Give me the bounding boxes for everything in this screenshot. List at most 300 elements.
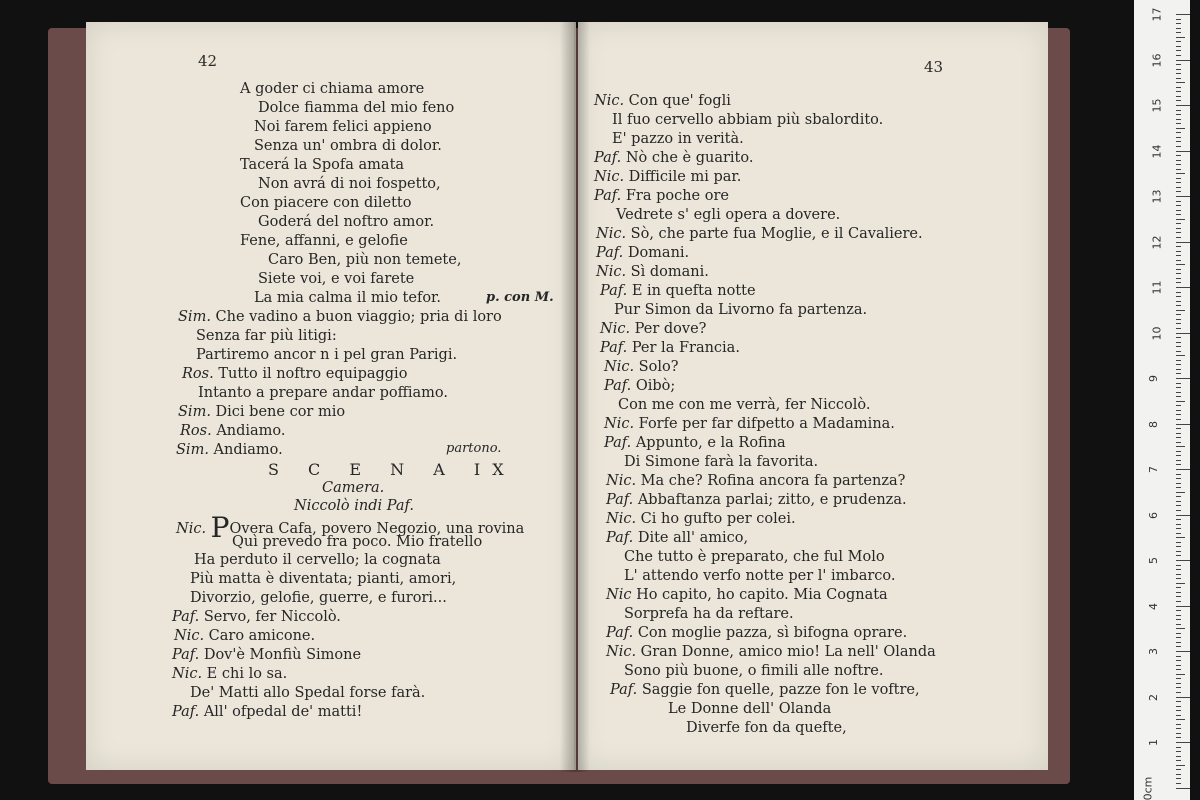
text-line (604, 358, 678, 376)
ruler-tick (1176, 169, 1181, 170)
ruler-tick (1176, 333, 1190, 334)
text-line (614, 301, 867, 319)
ruler-tick (1176, 428, 1181, 429)
ruler-tick (1176, 464, 1181, 465)
speaker-label: Paf. (606, 492, 638, 508)
line-text: Oibò; (635, 378, 676, 394)
text-line (594, 92, 731, 110)
text-line (624, 605, 794, 623)
ruler-tick (1176, 264, 1185, 265)
ruler-tick (1176, 747, 1181, 748)
speaker-label: Nic. (604, 359, 639, 375)
text-line (198, 384, 448, 402)
text-line (196, 327, 337, 345)
ruler-tick (1176, 546, 1181, 547)
speaker-label: Paf. (172, 609, 204, 625)
ruler-tick (1176, 724, 1181, 725)
ruler-tick (1176, 733, 1181, 734)
text-line (240, 80, 424, 98)
ruler-label: 9 (1147, 375, 1160, 382)
line-text: Che tutto è preparato, che ful Molo (624, 549, 885, 565)
text-line (686, 719, 847, 737)
ruler-tick (1176, 342, 1181, 343)
ruler-tick (1176, 774, 1181, 775)
line-text: Non avrá di noi fospetto, (258, 176, 441, 192)
line-text: A goder ci chiama amore (240, 81, 425, 97)
line-text: Sò, che parte fua Moglie, e il Cavaliere. (630, 226, 923, 242)
ruler-tick (1176, 223, 1181, 224)
ruler-tick (1176, 155, 1181, 156)
ruler-tick (1176, 246, 1181, 247)
ruler-label: 15 (1150, 98, 1164, 113)
ruler-tick (1176, 624, 1181, 625)
ruler-label: 10 (1150, 326, 1164, 340)
ruler-tick (1176, 173, 1185, 174)
line-text: Più matta è diventata; pianti, amori, (190, 571, 457, 587)
text-line (606, 529, 748, 547)
ruler-tick (1176, 437, 1181, 438)
speaker-label: Nic. (606, 473, 641, 489)
ruler-tick (1176, 137, 1181, 138)
ruler-tick (1176, 419, 1181, 420)
ruler-tick (1176, 323, 1181, 324)
ruler-tick (1176, 469, 1190, 470)
ruler-tick (1176, 201, 1181, 202)
ruler-tick (1176, 355, 1185, 356)
ruler-tick (1176, 196, 1190, 197)
text-line (172, 665, 287, 683)
ruler-tick (1176, 451, 1181, 452)
ruler-tick (1176, 392, 1181, 393)
text-line (268, 461, 516, 480)
ruler-tick (1176, 96, 1181, 97)
ruler-tick (1176, 232, 1181, 233)
line-text: Sì domani. (630, 264, 709, 280)
text-line (616, 206, 840, 224)
ruler-tick (1176, 719, 1185, 720)
speaker-label: Nic. (596, 264, 631, 280)
ruler-tick (1176, 219, 1185, 220)
ruler-label: 13 (1150, 189, 1164, 204)
ruler-tick (1176, 364, 1181, 365)
text-line (240, 232, 408, 250)
text-line (618, 396, 870, 414)
text-line (606, 643, 936, 661)
ruler-label: 7 (1147, 466, 1160, 473)
text-line (182, 365, 407, 383)
ruler-tick (1176, 242, 1190, 243)
text-line (668, 700, 831, 718)
ruler-tick (1176, 269, 1181, 270)
line-text: Ho capito, ho capito. Mia Cognata (636, 587, 888, 603)
ruler-tick (1176, 606, 1190, 607)
line-text: Ma che? Rofina ancora fa partenza? (640, 473, 906, 489)
text-line (606, 472, 905, 490)
ruler-tick (1176, 401, 1185, 402)
ruler-tick (1176, 478, 1181, 479)
ruler-tick (1176, 78, 1181, 79)
ruler-tick (1176, 542, 1181, 543)
ruler-tick (1176, 105, 1190, 106)
line-text: Con piacere con diletto (240, 195, 412, 211)
ruler-tick (1176, 237, 1181, 238)
drop-cap: P (210, 511, 230, 544)
ruler-tick (1176, 687, 1181, 688)
ruler-tick (1176, 23, 1181, 24)
line-text: Nò che è guarito. (625, 150, 754, 166)
speaker-label: Paf. (610, 682, 642, 698)
text-line (594, 149, 753, 167)
ruler-tick (1176, 656, 1181, 657)
ruler-tick (1176, 633, 1181, 634)
speaker-label: Paf. (604, 435, 636, 451)
line-text: Difficile mi par. (628, 169, 742, 185)
speaker-label: Nic. (604, 416, 639, 432)
line-text: Con que' fogli (628, 93, 731, 109)
line-text: Domani. (627, 245, 690, 261)
line-text: Appunto, e la Rofina (635, 435, 786, 451)
line-text: Il fuo cervello abbiam più sbalordito. (612, 112, 884, 128)
text-line (190, 570, 456, 588)
line-text: Andiamo. (213, 442, 283, 458)
ruler-tick (1176, 460, 1181, 461)
ruler-tick (1176, 255, 1181, 256)
ruler-tick (1176, 674, 1185, 675)
ruler-tick (1176, 301, 1181, 302)
ruler-tick (1176, 756, 1181, 757)
ruler-tick (1176, 100, 1181, 101)
line-text: L' attendo verfo notte per l' imbarco. (624, 568, 896, 584)
ruler-tick (1176, 510, 1181, 511)
ruler-tick (1176, 515, 1190, 516)
line-text: Overa Cafa, povero Negozio, una rovina (229, 521, 525, 537)
ruler-tick (1176, 665, 1181, 666)
ruler-tick (1176, 455, 1181, 456)
ruler-tick (1176, 251, 1181, 252)
text-line (176, 441, 283, 459)
line-text: Con moglie pazza, sì bifogna oprare. (637, 625, 908, 641)
text-line (594, 168, 741, 186)
ruler-tick (1176, 305, 1181, 306)
ruler-tick (1176, 28, 1181, 29)
ruler-tick (1176, 569, 1181, 570)
speaker-label: Nic. (594, 93, 629, 109)
stage-direction: p. con M. (486, 290, 554, 305)
ruler-tick (1176, 396, 1181, 397)
text-line (258, 270, 414, 288)
ruler-tick (1176, 433, 1181, 434)
ruler-tick (1176, 487, 1181, 488)
ruler-tick (1176, 278, 1181, 279)
text-line (254, 118, 432, 136)
speaker-label: Nic. (596, 226, 631, 242)
text-line (322, 479, 384, 497)
ruler-tick (1176, 646, 1181, 647)
line-text: Andiamo. (216, 423, 286, 439)
ruler-tick (1176, 14, 1190, 15)
ruler-tick (1176, 110, 1181, 111)
line-text: S C E N A IX (268, 460, 516, 479)
speaker-label: Paf. (600, 340, 632, 356)
text-line (180, 422, 286, 440)
ruler-tick (1176, 446, 1185, 447)
line-text: E' pazzo in verità. (612, 131, 744, 147)
ruler-tick (1176, 424, 1190, 425)
ruler-tick (1176, 574, 1181, 575)
text-line (606, 491, 907, 509)
ruler-tick (1176, 474, 1181, 475)
ruler-tick (1176, 360, 1181, 361)
line-text: Intanto a prepare andar poffiamo. (198, 385, 449, 401)
ruler-label: 14 (1150, 144, 1164, 158)
ruler-tick (1176, 610, 1181, 611)
text-line (172, 608, 341, 626)
ruler-label: 17 (1150, 7, 1164, 22)
speaker-label: Paf. (604, 378, 636, 394)
speaker-label: Nic. (606, 644, 641, 660)
ruler-tick (1176, 41, 1181, 42)
line-text: Saggie fon quelle, pazze fon le voftre, (641, 682, 920, 698)
ruler-tick (1176, 69, 1181, 70)
line-text: Forfe per far difpetto a Madamina. (638, 416, 895, 432)
ruler-label: 11 (1150, 280, 1164, 295)
speaker-label: Nic. (176, 521, 211, 537)
ruler-tick (1176, 533, 1181, 534)
ruler-tick (1176, 492, 1185, 493)
text-line (232, 533, 482, 551)
ruler-tick (1176, 50, 1181, 51)
ruler-tick (1176, 583, 1185, 584)
page-number: 43 (924, 58, 944, 76)
ruler-tick (1176, 292, 1181, 293)
ruler-tick (1176, 537, 1185, 538)
ruler-tick (1176, 505, 1181, 506)
ruler-tick (1176, 337, 1181, 338)
line-text: La mia calma il mio tefor. (254, 290, 441, 306)
ruler-tick (1176, 32, 1181, 33)
ruler-tick (1176, 328, 1181, 329)
ruler-label: 3 (1147, 648, 1160, 655)
text-line (610, 681, 920, 699)
ruler-tick (1176, 132, 1181, 133)
line-text: Caro Ben, più non temete, (268, 252, 462, 268)
ruler-tick (1176, 319, 1181, 320)
ruler-tick (1176, 55, 1181, 56)
ruler-tick (1176, 182, 1181, 183)
ruler-tick (1176, 706, 1181, 707)
speaker-label: Paf. (594, 150, 626, 166)
ruler-label: 12 (1150, 235, 1164, 249)
line-text: Senza far più litigi: (196, 328, 337, 344)
text-line (240, 156, 404, 174)
ruler-tick (1176, 210, 1181, 211)
ruler-tick (1176, 114, 1181, 115)
ruler-tick (1176, 64, 1181, 65)
text-line (294, 497, 414, 515)
text-line (606, 586, 888, 604)
text-line (594, 187, 729, 205)
line-text: Fra poche ore (625, 188, 729, 204)
ruler-tick (1176, 164, 1181, 165)
ruler-tick (1176, 405, 1181, 406)
line-text: Che vadino a buon viaggio; pria di loro (215, 309, 502, 325)
ruler-tick (1176, 19, 1181, 20)
line-text: Caro amicone. (208, 628, 316, 644)
line-text: Le Donne dell' Olanda (668, 701, 832, 717)
text-line (624, 548, 885, 566)
speaker-label: Sim. (178, 404, 216, 420)
text-line (254, 289, 441, 307)
ruler-tick (1176, 760, 1181, 761)
ruler-tick (1176, 287, 1190, 288)
speaker-label: Paf. (596, 245, 628, 261)
line-text: Quì prevedo fra poco. Mio fratello (232, 534, 483, 550)
line-text: Niccolò indi Paf. (294, 498, 414, 514)
ruler-tick (1176, 414, 1181, 415)
ruler-tick (1176, 765, 1185, 766)
line-text: Siete voi, e voi farete (258, 271, 415, 287)
ruler-tick (1176, 273, 1181, 274)
line-text: Tutto il noftro equipaggio (218, 366, 408, 382)
speaker-label: Nic (606, 587, 637, 603)
ruler-tick (1176, 151, 1190, 152)
ruler-tick (1176, 701, 1181, 702)
ruler-tick (1176, 592, 1181, 593)
line-text: Dov'è Monfiù Simone (203, 647, 362, 663)
speaker-label: Paf. (606, 530, 638, 546)
ruler-tick (1176, 351, 1181, 352)
ruler-tick (1176, 141, 1181, 142)
line-text: Di Simone farà la favorita. (624, 454, 819, 470)
text-line (612, 130, 744, 148)
ruler-tick (1176, 387, 1181, 388)
speaker-label: Sim. (176, 442, 214, 458)
ruler-tick (1176, 205, 1181, 206)
ruler-tick (1176, 282, 1181, 283)
text-line (258, 175, 441, 193)
ruler-tick (1176, 619, 1181, 620)
page-number: 42 (198, 52, 218, 70)
ruler-tick (1176, 369, 1181, 370)
speaker-label: Paf. (600, 283, 632, 299)
text-line (624, 567, 895, 585)
ruler-tick (1176, 769, 1181, 770)
text-line (604, 434, 786, 452)
ruler-label: 16 (1150, 53, 1164, 67)
text-line (604, 415, 895, 433)
ruler-tick (1176, 373, 1181, 374)
speaker-label: Paf. (606, 625, 638, 641)
ruler-tick (1176, 737, 1181, 738)
text-line (596, 225, 923, 243)
ruler-tick (1176, 46, 1181, 47)
ruler-tick (1176, 596, 1181, 597)
ruler-tick (1176, 524, 1181, 525)
ruler-tick (1176, 91, 1181, 92)
ruler-tick (1176, 82, 1185, 83)
line-text: Tacerá la Spofa amata (240, 157, 405, 173)
text-line (600, 320, 706, 338)
ruler-label: 8 (1147, 420, 1160, 428)
ruler-tick (1176, 483, 1181, 484)
ruler-tick (1176, 651, 1190, 652)
ruler-tick (1176, 228, 1181, 229)
ruler-tick (1176, 601, 1181, 602)
text-line (596, 244, 689, 262)
ruler-tick (1176, 678, 1181, 679)
ruler-tick (1176, 260, 1181, 261)
speaker-label: Ros. (182, 366, 219, 382)
ruler-tick (1176, 587, 1181, 588)
text-line (612, 111, 883, 129)
speaker-label: Sim. (178, 309, 216, 325)
ruler-tick (1176, 728, 1181, 729)
ruler-tick (1176, 501, 1181, 502)
text-line (254, 137, 442, 155)
line-text: Gran Donne, amico mio! La nell' Olanda (640, 644, 936, 660)
ruler-tick (1176, 710, 1181, 711)
ruler-tick (1176, 346, 1181, 347)
line-text: E in quefta notte (631, 283, 756, 299)
book-gutter (560, 20, 590, 772)
line-text: Dite all' amico, (637, 530, 749, 546)
ruler-tick (1176, 565, 1181, 566)
ruler-tick (1176, 73, 1181, 74)
text-line (624, 453, 818, 471)
ruler-tick (1176, 178, 1181, 179)
ruler-tick (1176, 683, 1181, 684)
text-line (606, 510, 796, 528)
line-text: Dolce fiamma del mio feno (258, 100, 455, 116)
ruler-tick (1176, 519, 1181, 520)
text-line (240, 194, 411, 212)
text-line (624, 662, 883, 680)
ruler-tick (1176, 751, 1181, 752)
line-text: Pur Simon da Livorno fa partenza. (614, 302, 868, 318)
speaker-label: Paf. (172, 704, 204, 720)
speaker-label: Nic. (600, 321, 635, 337)
ruler-label: 0cm (1141, 776, 1155, 800)
line-text: E chi lo sa. (206, 666, 288, 682)
ruler-tick (1176, 578, 1181, 579)
ruler-tick (1176, 314, 1181, 315)
speaker-label: Paf. (172, 647, 204, 663)
line-text: Ha perduto il cervello; la cognata (194, 552, 441, 568)
text-line (172, 646, 361, 664)
line-text: Noi farem felici appieno (254, 119, 432, 135)
ruler-tick (1176, 442, 1181, 443)
text-line (596, 263, 709, 281)
line-text: Ci ho gufto per colei. (640, 511, 796, 527)
line-text: Solo? (638, 359, 679, 375)
line-text: Per la Francia. (631, 340, 740, 356)
line-text: Dici bene cor mio (215, 404, 346, 420)
ruler-tick (1176, 146, 1181, 147)
ruler-tick (1176, 560, 1190, 561)
ruler-tick (1176, 496, 1181, 497)
text-line (268, 251, 461, 269)
ruler-tick (1176, 697, 1190, 698)
speaker-label: Paf. (594, 188, 626, 204)
ruler-tick (1176, 119, 1181, 120)
stage-direction: partono. (446, 441, 502, 456)
line-text: Fene, affanni, e gelofie (240, 233, 408, 249)
ruler-tick (1176, 160, 1181, 161)
line-text: Sorprefa ha da reftare. (624, 606, 794, 622)
ruler-tick (1176, 742, 1190, 743)
ruler-tick (1176, 642, 1181, 643)
speaker-label: Nic. (606, 511, 641, 527)
